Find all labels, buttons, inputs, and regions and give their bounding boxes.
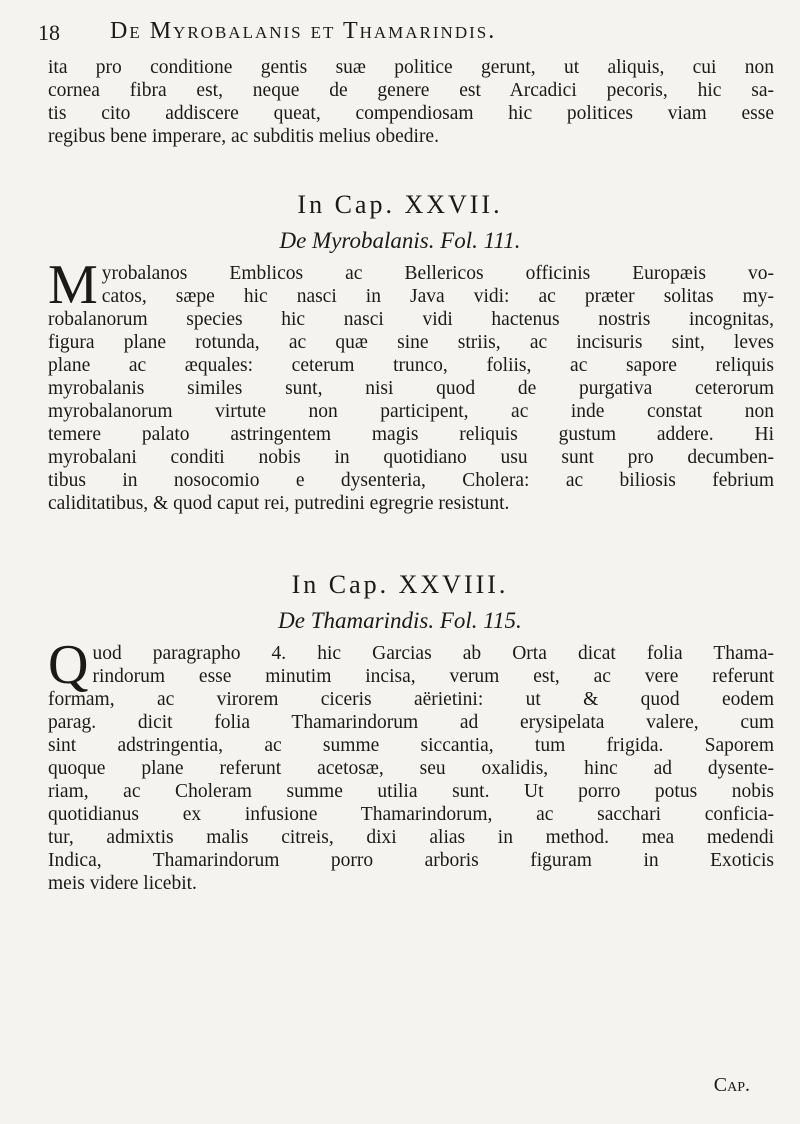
chapter-heading: In Cap. XXVII. <box>297 190 503 219</box>
intro-paragraph <box>48 56 774 148</box>
text-line: figura plane rotunda, ac quæ sine striis, ac incisuris sint, leves <box>48 332 774 353</box>
running-title: De Myrobalanis et Thamarindis. <box>110 18 497 44</box>
text-line: catos, sæpe hic nasci in Java vidi: ac præter solitas my- <box>101 286 774 307</box>
chapter-subheading-text: De Thamarindis. Fol. 115. <box>278 608 522 633</box>
chapter-subheading <box>0 228 800 254</box>
text-line: rindorum esse minutim incisa, verum est, ac vere referunt <box>92 666 774 687</box>
text-line: uod paragrapho 4. hic Garcias ab Orta dicat folia Thama- <box>92 643 774 664</box>
text-line: myrobalanorum virtute non participent, ac inde constat non <box>48 401 774 422</box>
text-line: riam, ac Choleram summe utilia sunt. Ut porro potus nobis <box>48 781 774 802</box>
text-line: tis cito addiscere queat, compendiosam hic politices viam esse <box>48 103 774 124</box>
text-line: meis videre licebit. <box>48 873 197 894</box>
text-line: myrobalani conditi nobis in quotidiano usu sunt pro decumben- <box>48 447 774 468</box>
text-line: tur, admixtis malis citreis, dixi alias in method. mea medendi <box>48 827 774 848</box>
text-line: quoque plane referunt acetosæ, seu oxalidis, hinc ad dysente- <box>48 758 774 779</box>
chapter-subheading <box>0 608 800 634</box>
text-line: myrobalanis similes sunt, nisi quod de purgativa ceterorum <box>48 378 774 399</box>
drop-cap: Q <box>48 634 89 696</box>
text-line: plane ac æquales: ceterum trunco, foliis, ac sapore reliquis <box>48 355 774 376</box>
text-line: yrobalanos Emblicos ac Bellericos officinis Europæis vo- <box>101 263 774 284</box>
catchword: Cap. <box>713 1074 750 1096</box>
drop-cap: M <box>48 254 98 316</box>
text-line: caliditatibus, & quod caput rei, putredini egregrie resistunt. <box>48 493 510 514</box>
page-header <box>38 14 778 54</box>
text-line: cornea fibra est, neque de genere est Arcadici pecoris, hic sa- <box>48 80 774 101</box>
text-line: regibus bene imperare, ac subditis melius obedire. <box>48 126 439 147</box>
chapter-28-paragraph <box>48 634 774 895</box>
text-line: temere palato astringentem magis reliquis gustum addere. Hi <box>48 424 774 445</box>
chapter-heading: In Cap. XXVIII. <box>291 570 509 599</box>
text-line: ita pro conditione gentis suæ politice gerunt, ut aliquis, cui non <box>48 57 774 78</box>
chapter-27-paragraph <box>48 254 774 515</box>
text-line: robalanorum species hic nasci vidi hactenus nostris incognitas, <box>48 309 774 330</box>
page-number: 18 <box>38 20 60 45</box>
text-line: formam, ac virorem ciceris aërietini: ut & quod eodem <box>48 689 774 710</box>
chapter-subheading-text: De Myrobalanis. Fol. 111. <box>279 228 521 253</box>
text-line: sint adstringentia, ac summe siccantia, tum frigida. Saporem <box>48 735 774 756</box>
text-line: Indica, Thamarindorum porro arboris figuram in Exoticis <box>48 850 774 871</box>
text-line: quotidianus ex infusione Thamarindorum, ac sacchari conficia- <box>48 804 774 825</box>
text-line: tibus in nosocomio e dysenteria, Cholera: ac biliosis febrium <box>48 470 774 491</box>
text-line: parag. dicit folia Thamarindorum ad erysipelata valere, cum <box>48 712 774 733</box>
